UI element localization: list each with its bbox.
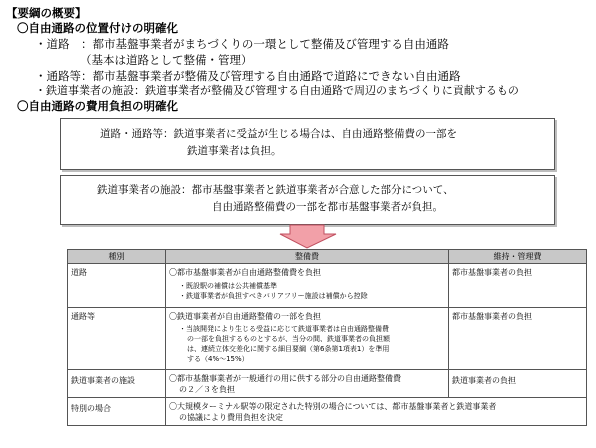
header-type: 種別: [68, 250, 166, 264]
row-type-label: 通路等: [71, 312, 95, 321]
row-main-text: 〇大規模ターミナル駅等の限定された特別の場合については、都市基盤事業者と鉄道事業者: [169, 402, 497, 411]
row-type-cell: [68, 370, 166, 398]
row-type-cell: [68, 398, 166, 426]
row-sub-text: ・鉄道事業者が負担すべきバリアフリー施設は補償から控除: [179, 292, 368, 300]
table-row: [68, 370, 587, 398]
road-cost-line-1: 道路・通路等：鉄道事業者に受益が生じる場合は、自由通路整備費の一部を: [100, 128, 457, 140]
position-item-road-note: （基本は道路として整備・管理）: [80, 53, 253, 67]
position-item-passage: ・通路等：都市基盤事業者が整備及び管理する自由通路で道路にできない自由通路: [35, 69, 461, 83]
table-row: [68, 398, 587, 426]
cost-table: [67, 249, 587, 426]
row-type-label: 道路: [71, 268, 87, 277]
row-type-label: 特別の場合: [71, 404, 111, 413]
down-arrow-icon: [278, 224, 338, 249]
row-sub-text: ・既設駅の補償は公共補償基準: [179, 282, 277, 290]
position-item-road: ・道路 ：都市基盤事業者がまちづくりの一環として整備及び管理する自由通路: [35, 37, 449, 51]
row-cost-cell: [166, 370, 449, 398]
railway-cost-line-1: 鉄道事業者の施設：都市基盤事業者と鉄道事業者が合意した部分について、: [97, 184, 454, 196]
row-maint-label: 都市基盤事業者の負担: [452, 268, 532, 277]
row-cost-cell: [166, 398, 587, 426]
row-main-text-cont: の２／３を負担: [179, 385, 235, 394]
row-maint-label: 鉄道事業者の負担: [452, 376, 516, 385]
header-maintenance-cost: 維持・管理費: [449, 250, 587, 264]
row-sub-text: する（4%～15%）: [187, 355, 249, 363]
table-row: [68, 308, 587, 370]
row-main-text: 〇都市基盤事業者が一般通行の用に供する部分の自由通路整備費: [169, 374, 401, 383]
row-cost-cell: [166, 264, 449, 308]
row-main-text-cont: の協議により費用負担を決定: [179, 413, 283, 422]
row-maint-cell: [449, 264, 587, 308]
row-main-text: 〇鉄道事業者が自由通路整備の一部を負担: [169, 312, 321, 321]
row-maint-cell: [449, 308, 587, 370]
cost-section-title: 〇自由通路の費用負担の明確化: [17, 99, 178, 113]
position-section-title: 〇自由通路の位置付けの明確化: [17, 21, 178, 35]
row-type-label: 鉄道事業者の施設: [71, 376, 135, 385]
row-maint-label: 都市基盤事業者の負担: [452, 312, 532, 321]
outline-heading: 【要綱の概要】: [6, 6, 87, 20]
row-sub-text: は、連続立体交差化に関する細目要綱（第6条第1項表1）を準用: [187, 345, 390, 353]
table-header-row: [68, 250, 587, 264]
table-row: [68, 264, 587, 308]
row-cost-cell: [166, 308, 449, 370]
header-construction-cost: 整備費: [166, 250, 449, 264]
row-sub-text: ・当該開発により生じる受益に応じて鉄道事業者は自由通路整備費: [179, 325, 389, 333]
railway-cost-line-2: 自由通路整備費の一部を都市基盤事業者が負担。: [212, 201, 443, 213]
row-sub-text: の一部を負担するものとするが、当分の間、鉄道事業者の負担額: [187, 335, 390, 343]
position-item-railway: ・鉄道事業者の施設：鉄道事業者が整備及び管理する自由通路で周辺のまちづくりに貢献するもの: [35, 84, 519, 97]
row-type-cell: [68, 264, 166, 308]
road-cost-line-2: 鉄道事業者は負担。: [187, 145, 282, 157]
row-maint-cell: [449, 370, 587, 398]
row-main-text: 〇都市基盤事業者が自由通路整備費を負担: [169, 268, 321, 277]
row-type-cell: [68, 308, 166, 370]
